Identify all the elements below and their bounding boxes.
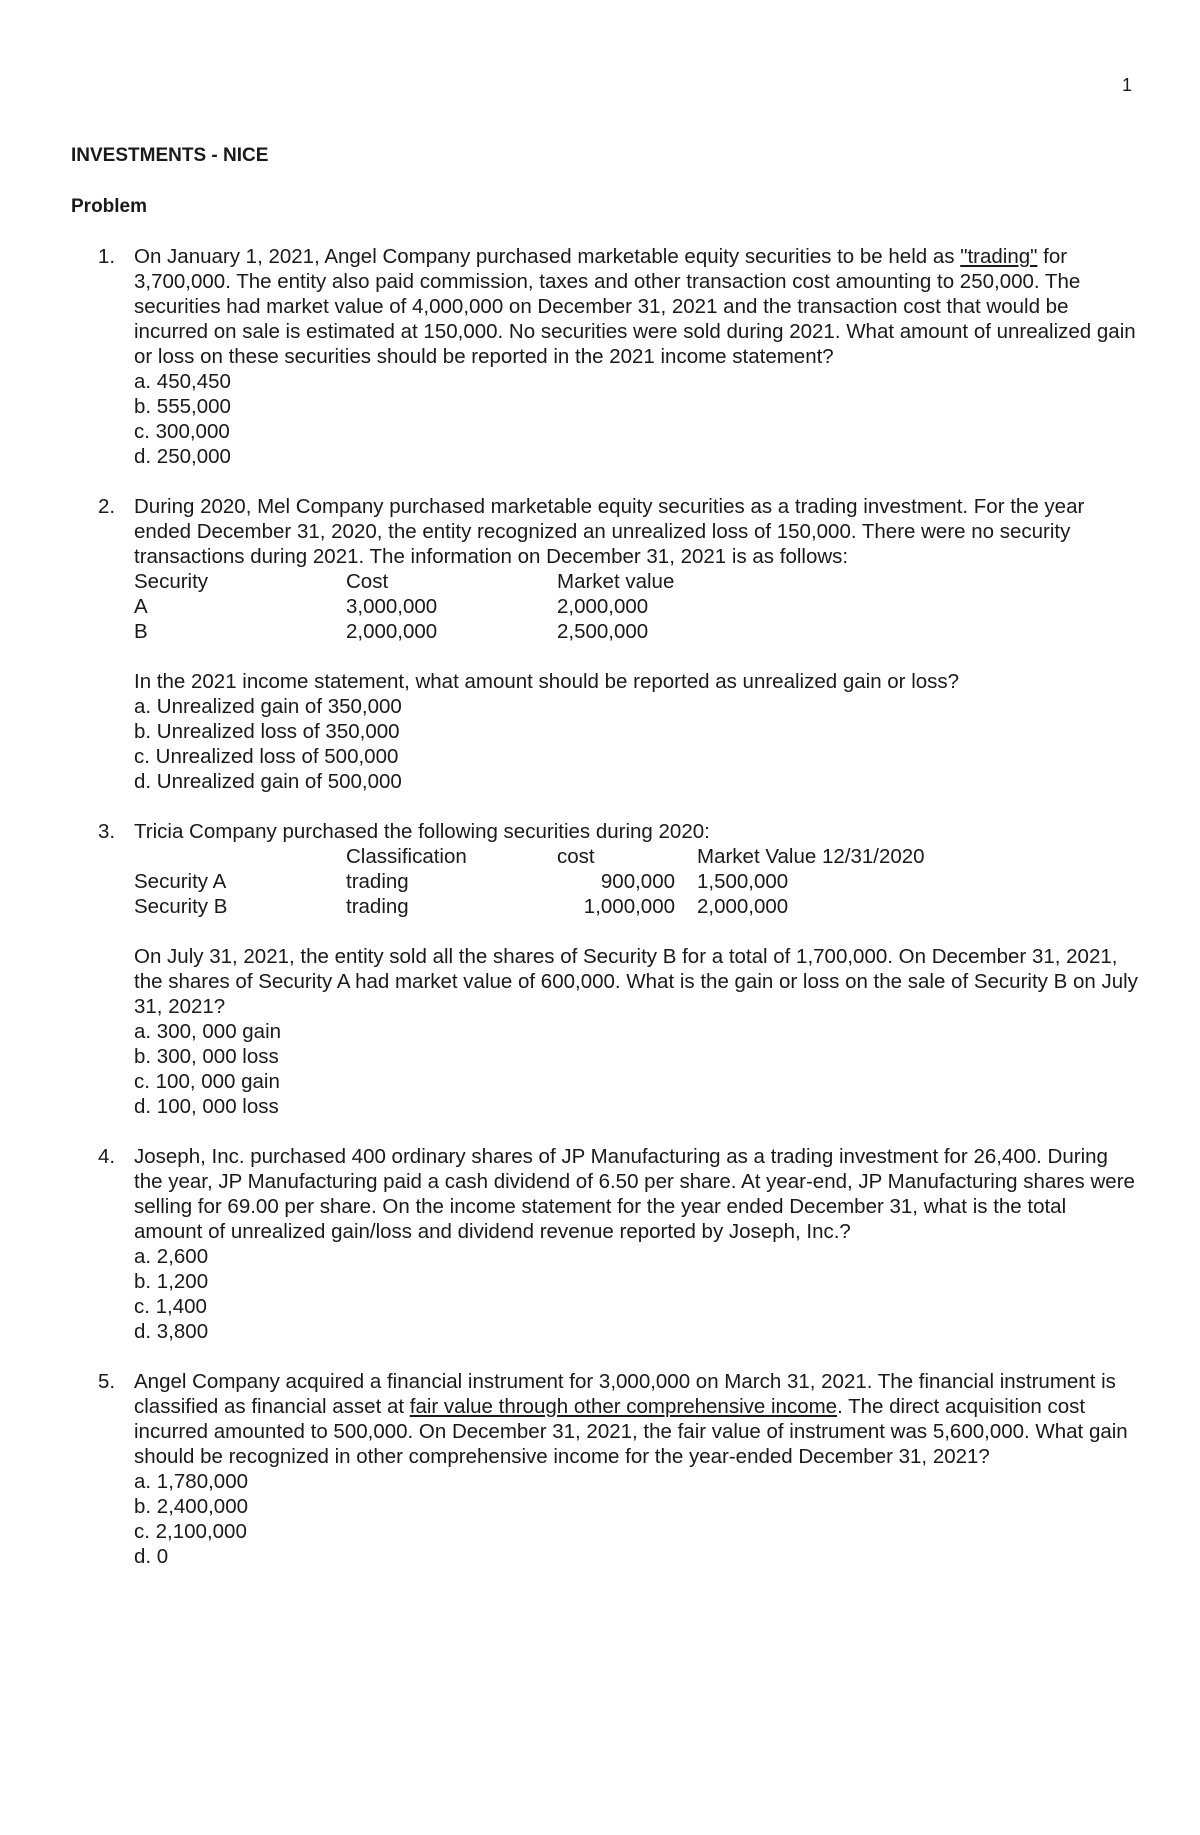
question-prompt: On July 31, 2021, the entity sold all the shares of Security B for a total of 1,700,000. On December 31, 2021, the shares of Security A had market value of 600,000. What is the gain or loss on the sale of Security B on July 31, 2021? <box>134 945 1138 1018</box>
question-number: 2. <box>98 495 116 518</box>
choice-list <box>134 694 1140 794</box>
table-cell: trading <box>346 870 409 893</box>
choice-list <box>134 1244 1140 1344</box>
choice-c: c. 100, 000 gain <box>134 1070 280 1093</box>
choice-d: d. 250,000 <box>134 445 231 468</box>
choice-d: d. 0 <box>134 1545 169 1568</box>
choice-a: a. 2,600 <box>134 1245 209 1268</box>
question-text: Joseph, Inc. purchased 400 ordinary shares of JP Manufacturing as a trading investment for 26,400. During the year, JP Manufacturing paid a cash dividend of 6.50 per share. At year-end, JP Manufacturing shares were selling for 69.00 per share. On the income statement for the year ended December 31, what is the total amount of unrealized gain/loss and dividend revenue reported by Joseph, Inc.? <box>134 1145 1135 1243</box>
choice-a: a. Unrealized gain of 350,000 <box>134 695 402 718</box>
table-cell: A <box>134 595 148 618</box>
table-cell: trading <box>346 895 409 918</box>
table-header: Market value <box>557 570 675 593</box>
choice-c: c. Unrealized loss of 500,000 <box>134 745 399 768</box>
choice-d: d. Unrealized gain of 500,000 <box>134 770 402 793</box>
table-row <box>134 894 925 919</box>
table-cell: B <box>134 620 148 643</box>
choice-c: c. 2,100,000 <box>134 1520 247 1543</box>
table-cell: 1,000,000 <box>583 895 675 918</box>
table-cell: Security A <box>134 870 227 893</box>
table-row <box>134 594 674 619</box>
document-title: INVESTMENTS - NICE <box>71 145 269 166</box>
table-row <box>134 619 674 644</box>
choice-a: a. 1,780,000 <box>134 1470 248 1493</box>
table-cell: Security B <box>134 895 228 918</box>
choice-c: c. 300,000 <box>134 420 230 443</box>
question-number: 4. <box>98 1145 116 1168</box>
choice-list <box>134 369 1140 469</box>
table-header-row <box>134 844 925 869</box>
question-number: 3. <box>98 820 116 843</box>
underlined-term: fair value through other comprehensive income <box>409 1395 838 1418</box>
choice-c: c. 1,400 <box>134 1295 207 1318</box>
securities-table <box>134 569 674 644</box>
table-cell: 2,000,000 <box>697 895 789 918</box>
choice-list <box>134 1019 1140 1119</box>
table-cell: 3,000,000 <box>346 595 438 618</box>
table-header-row <box>134 569 674 594</box>
table-header <box>134 844 346 869</box>
table-row <box>134 869 925 894</box>
underlined-term: "trading" <box>960 245 1038 268</box>
page-number: 1 <box>1122 75 1133 95</box>
table-cell: 900,000 <box>600 870 675 893</box>
table-cell: 2,000,000 <box>346 620 438 643</box>
table-header: Cost <box>346 570 389 593</box>
question-text: Tricia Company purchased the following securities during 2020: <box>134 820 710 843</box>
choice-b: b. 555,000 <box>134 395 231 418</box>
securities-table <box>134 844 925 919</box>
question-text: During 2020, Mel Company purchased marketable equity securities as a trading investment. For the year ended December 31, 2020, the entity recognized an unrealized loss of 150,000. There were no security transactions during 2021. The information on December 31, 2021 is as follows: <box>134 495 1085 568</box>
question-number: 5. <box>98 1370 116 1393</box>
table-header: Market Value 12/31/2020 <box>697 845 925 868</box>
table-cell: 1,500,000 <box>697 870 789 893</box>
question-1 <box>90 244 1140 469</box>
question-text: Angel Company acquired a financial instrument for 3,000,000 on March 31, 2021. The financial instrument is classified as financial asset at fair value through other comprehensive income. The direct acquisition cost incurred amounted to 500,000. On December 31, 2021, the fair value of instrument was 5,600,000. What gain should be recognized in other comprehensive income for the year-ended December 31, 2021? <box>134 1370 1128 1468</box>
choice-d: d. 100, 000 loss <box>134 1095 279 1118</box>
question-3 <box>90 819 1140 1119</box>
choice-b: b. 1,200 <box>134 1270 209 1293</box>
choice-list <box>134 1469 1140 1569</box>
choice-b: b. Unrealized loss of 350,000 <box>134 720 400 743</box>
question-prompt: In the 2021 income statement, what amount should be reported as unrealized gain or loss? <box>134 670 960 693</box>
question-number: 1. <box>98 245 116 268</box>
question-4 <box>90 1144 1140 1344</box>
choice-b: b. 300, 000 loss <box>134 1045 279 1068</box>
question-list <box>90 244 1140 1594</box>
choice-d: d. 3,800 <box>134 1320 209 1343</box>
question-5 <box>90 1369 1140 1569</box>
choice-a: a. 300, 000 gain <box>134 1020 282 1043</box>
question-2 <box>90 494 1140 794</box>
question-text: On January 1, 2021, Angel Company purchased marketable equity securities to be held as "trading" for 3,700,000. The entity also paid commission, taxes and other transaction cost amounting to 250,000. The securities had market value of 4,000,000 on December 31, 2021 and the transaction cost that would be incurred on sale is estimated at 150,000. No securities were sold during 2021. What amount of unrealized gain or loss on these securities should be reported in the 2021 income statement? <box>134 245 1136 368</box>
table-header: Classification <box>346 845 467 868</box>
choice-b: b. 2,400,000 <box>134 1495 248 1518</box>
choice-a: a. 450,450 <box>134 370 231 393</box>
table-header: Security <box>134 570 209 593</box>
section-heading: Problem <box>71 196 148 217</box>
table-cell: 2,500,000 <box>557 620 649 643</box>
table-header: cost <box>557 845 595 868</box>
table-cell: 2,000,000 <box>557 595 649 618</box>
